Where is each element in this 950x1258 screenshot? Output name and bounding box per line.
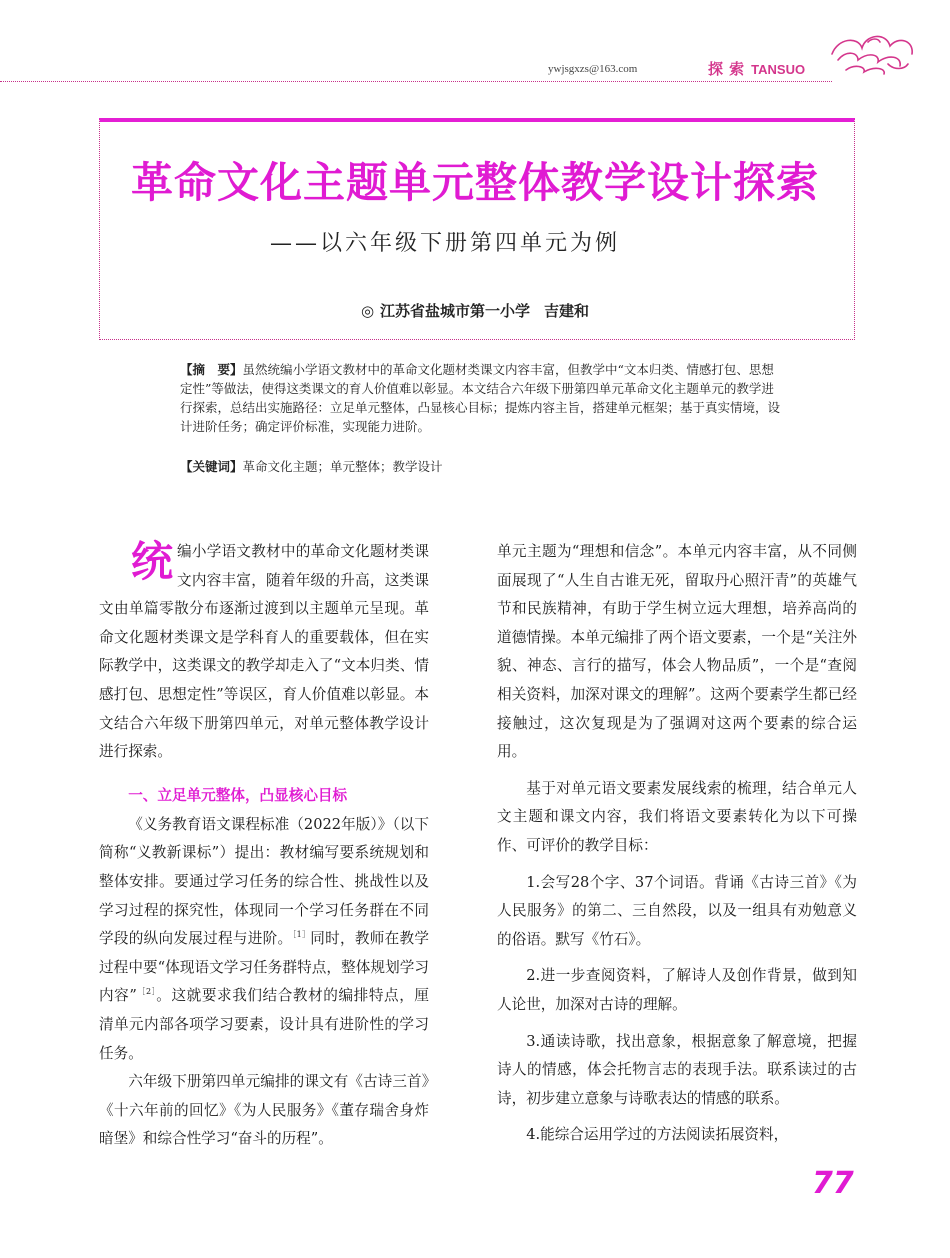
paragraph-text: 同时，教师在教学过程中要“体现语文学习任务群特点，整体规划学习内容” xyxy=(99,930,429,1005)
cloud-ornament-icon xyxy=(828,24,920,84)
article-title: 革命文化主题单元整体教学设计探索 xyxy=(130,158,819,207)
goal-item: 3.通读诗歌，找出意象，根据意象了解意境，把握诗人的情感，体会托物言志的表现手法。联系读过的古诗，初步建立意象与诗歌表达的情感的联系。 xyxy=(497,1032,857,1107)
header-rule xyxy=(0,81,832,82)
intro-paragraph xyxy=(99,538,429,767)
citation-ref: ［1］ xyxy=(292,930,311,940)
header-brand-cn: 探 索 xyxy=(708,61,746,78)
goal-item: 1.会写28个字、37个词语。背诵《古诗三首》《为人民服务》的第二、三自然段，以及一组具有劝勉意义的俗语。默写《竹石》。 xyxy=(497,873,857,948)
body-paragraph: 基于对单元语文要素发展线索的梳理，结合单元人文主题和课文内容，我们将语文要素转化为以下可操作、可评价的教学目标： xyxy=(497,779,857,854)
header-brand xyxy=(708,58,805,79)
intro-text: 编小学语文教材中的革命文化题材类课文内容丰富，随着年级的升高，这类课文由单篇零散分布逐渐过渡到以主题单元呈现。革命文化题材类课文是学科育人的重要载体，但在实际教学中，这类课文的教学却走入了“文本归类、情感打包、思想定性”等误区，育人价值难以彰显。本文结合六年级下册第四单元，对单元整体教学设计进行探索。 xyxy=(99,543,429,761)
keywords xyxy=(180,457,782,475)
author-mark: ◎ xyxy=(360,302,375,320)
abstract-text: 虽然统编小学语文教材中的革命文化题材类课文内容丰富，但教学中“文本归类、情感打包、思想定性”等做法，使得这类课文的育人价值难以彰显。本文结合六年级下册第四单元革命文化主题单元的教学进行探索，总结出实施路径：立足单元整体，凸显核心目标；提炼内容主旨，搭建单元框架；基于真实情境，设计进阶任务；确定评价标准，实现能力进阶。 xyxy=(180,362,781,434)
body-paragraph xyxy=(99,811,429,1068)
author-name: 吉建和 xyxy=(544,302,590,320)
paragraph-text: 《义务教育语文课程标准（2022年版）》（以下简称“义教新课标”）提出：教材编写要系统规划和整体安排。要通过学习任务的综合性、挑战性以及学习过程的探究性，体现同一个学习任务群在不同学段的纵向发展过程与进阶。 xyxy=(99,815,429,948)
body-column-left xyxy=(99,538,429,1154)
body-paragraph: 单元主题为“理想和信念”。本单元内容丰富，从不同侧面展现了“人生自古谁无死，留取丹心照汗青”的英雄气节和民族精神，有助于学生树立远大理想，培养高尚的道德情操。本单元编排了两个语文要素，一个是“关注外貌、神态、言行的描写，体会人物品质”，一个是“查阅相关资料，加深对课文的理解”。这两个要素学生都已经接触过，这次复现是为了强调对这两个要素的综合运用。 xyxy=(497,543,857,761)
paragraph-text: 。这就要求我们结合教材的编排特点，厘清单元内部各项学习要素，设计具有进阶性的学习任务。 xyxy=(99,987,429,1062)
author-line xyxy=(0,300,950,321)
goal-item: 4.能综合运用学过的方法阅读拓展资料， xyxy=(526,1126,789,1144)
body-paragraph: 六年级下册第四单元编排的课文有《古诗三首》《十六年前的回忆》《为人民服务》《董存瑞舍身炸暗堡》和综合性学习“奋斗的历程”。 xyxy=(99,1073,429,1148)
article-subtitle: ——以六年级下册第四单元为例 xyxy=(270,231,621,256)
citation-ref: ［2］ xyxy=(136,987,157,997)
drop-cap: 统 xyxy=(131,537,174,586)
author-org: 江苏省盐城市第一小学 xyxy=(380,302,531,320)
body-column-right xyxy=(497,538,857,1150)
header-email: ywjsgxzs@163.com xyxy=(548,63,638,75)
abstract xyxy=(180,360,782,436)
goal-item: 2.进一步查阅资料，了解诗人及创作背景，做到知人论世，加深对古诗的理解。 xyxy=(497,967,857,1013)
section-heading: 一、立足单元整体，凸显核心目标 xyxy=(128,786,348,804)
keywords-label: 【关键词】 xyxy=(180,459,243,474)
header-brand-en: TANSUO xyxy=(751,62,806,77)
keywords-text: 革命文化主题；单元整体；教学设计 xyxy=(242,459,443,474)
abstract-label: 【摘 要】 xyxy=(180,362,243,377)
page-number: 77 xyxy=(812,1166,854,1201)
